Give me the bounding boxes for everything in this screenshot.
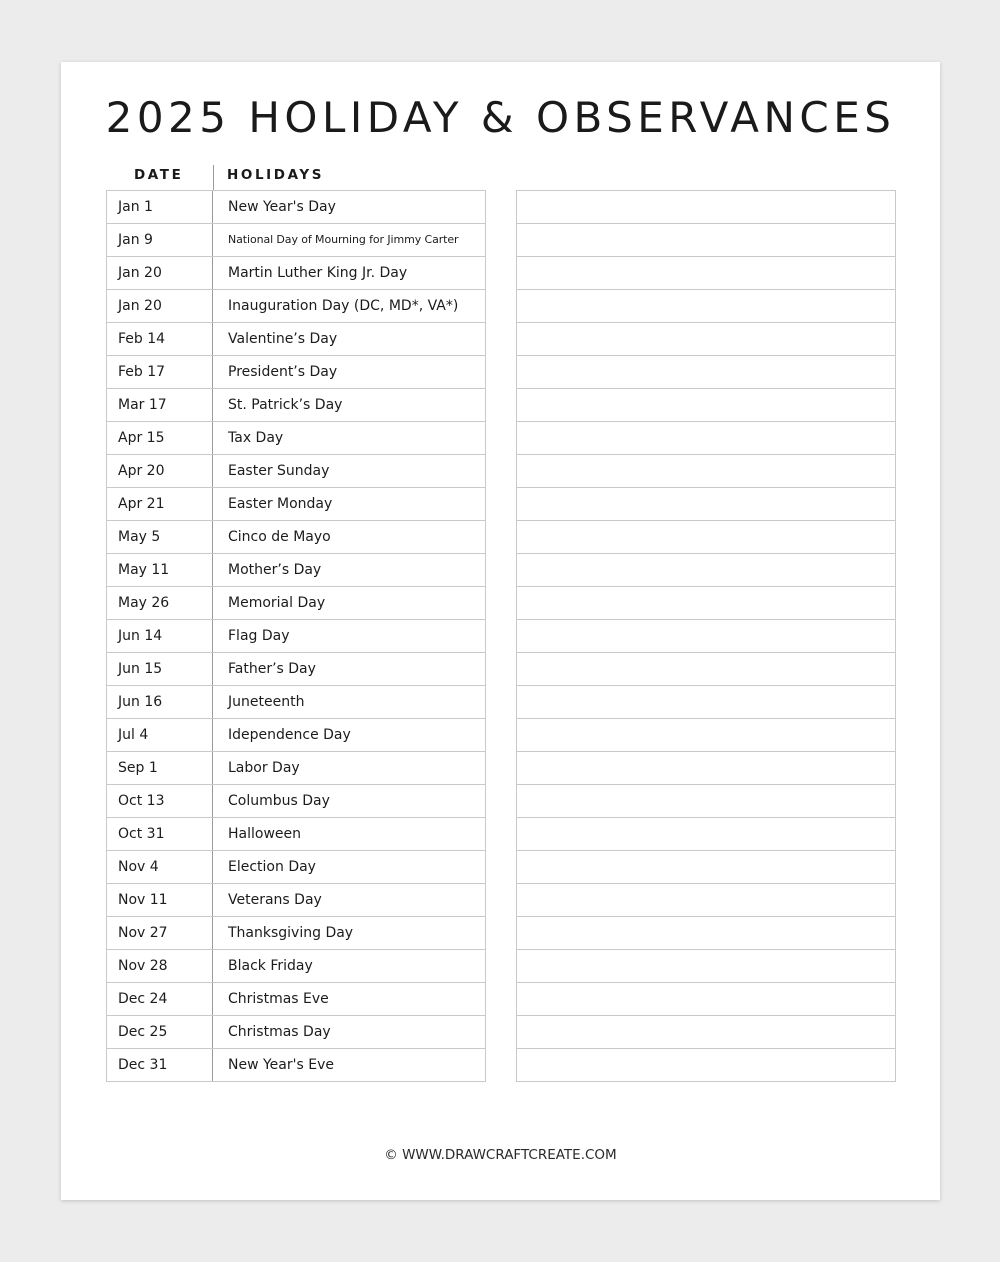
holiday-date: Mar 17 <box>107 389 213 421</box>
holiday-name: Black Friday <box>228 958 313 974</box>
header-divider <box>213 165 214 191</box>
table-row <box>107 356 485 389</box>
note-line <box>517 455 895 488</box>
holiday-date: Jun 15 <box>107 653 213 685</box>
note-line <box>517 752 895 785</box>
note-line <box>517 587 895 620</box>
table-row <box>107 488 485 521</box>
note-line <box>517 1049 895 1082</box>
holiday-name: Cinco de Mayo <box>228 529 331 545</box>
holiday-date: May 11 <box>107 554 213 586</box>
holiday-name: Valentine’s Day <box>228 331 338 347</box>
note-line <box>517 785 895 818</box>
holiday-date: Nov 4 <box>107 851 213 883</box>
holiday-date: Jan 20 <box>107 290 213 322</box>
table-row <box>107 587 485 620</box>
holiday-date: Jan 20 <box>107 257 213 289</box>
note-line <box>517 620 895 653</box>
table-row <box>107 257 485 290</box>
holiday-name: Election Day <box>228 859 316 875</box>
holiday-name: New Year's Day <box>228 199 336 215</box>
holiday-date: Oct 31 <box>107 818 213 850</box>
note-line <box>517 917 895 950</box>
holiday-name: Idependence Day <box>228 727 351 743</box>
table-row <box>107 422 485 455</box>
table-row <box>107 719 485 752</box>
note-line <box>517 323 895 356</box>
note-line <box>517 356 895 389</box>
holiday-name: Christmas Eve <box>228 991 329 1007</box>
holiday-name: Thanksgiving Day <box>228 925 354 941</box>
note-line <box>517 851 895 884</box>
holiday-name: President’s Day <box>228 364 338 380</box>
holiday-name: Mother’s Day <box>228 562 322 578</box>
table-row <box>107 554 485 587</box>
note-line <box>517 191 895 224</box>
table-row <box>107 950 485 983</box>
note-line <box>517 224 895 257</box>
note-line <box>517 488 895 521</box>
holiday-date: May 5 <box>107 521 213 553</box>
table-row <box>107 620 485 653</box>
table-row <box>107 521 485 554</box>
table-row <box>107 785 485 818</box>
note-line <box>517 554 895 587</box>
holiday-name: National Day of Mourning for Jimmy Carter <box>228 233 459 246</box>
table-row <box>107 191 485 224</box>
holiday-date: Jan 9 <box>107 224 213 256</box>
holiday-date: May 26 <box>107 587 213 619</box>
holiday-date: Nov 11 <box>107 884 213 916</box>
holiday-date: Jun 14 <box>107 620 213 652</box>
note-line <box>517 818 895 851</box>
holiday-date: Jan 1 <box>107 191 213 223</box>
table-row <box>107 851 485 884</box>
note-line <box>517 884 895 917</box>
page-title: 2025 HOLIDAY & OBSERVANCES <box>105 93 896 142</box>
table-row <box>107 752 485 785</box>
table-row <box>107 653 485 686</box>
holiday-date: Oct 13 <box>107 785 213 817</box>
table-row <box>107 917 485 950</box>
footer-credit: © WWW.DRAWCRAFTCREATE.COM <box>384 1147 617 1163</box>
note-line <box>517 290 895 323</box>
holiday-name: Easter Monday <box>228 496 333 512</box>
note-line <box>517 422 895 455</box>
note-line <box>517 521 895 554</box>
holiday-date: Apr 21 <box>107 488 213 520</box>
holiday-date: Apr 15 <box>107 422 213 454</box>
holiday-name: Martin Luther King Jr. Day <box>228 265 408 281</box>
holiday-name: Flag Day <box>228 628 290 644</box>
holiday-name: Easter Sunday <box>228 463 330 479</box>
holiday-date: Jun 16 <box>107 686 213 718</box>
holiday-name: Inauguration Day (DC, MD*, VA*) <box>228 298 459 314</box>
table-row <box>107 1016 485 1049</box>
table-row <box>107 818 485 851</box>
holiday-name: Memorial Day <box>228 595 326 611</box>
note-line <box>517 257 895 290</box>
table-row <box>107 323 485 356</box>
holiday-name: Labor Day <box>228 760 300 776</box>
holiday-date: Sep 1 <box>107 752 213 784</box>
note-line <box>517 653 895 686</box>
holiday-name: Columbus Day <box>228 793 330 809</box>
holiday-date: Dec 31 <box>107 1049 213 1081</box>
holiday-date: Apr 20 <box>107 455 213 487</box>
holiday-date: Feb 17 <box>107 356 213 388</box>
date-column-header: DATE <box>134 167 184 183</box>
table-row <box>107 455 485 488</box>
table-row <box>107 686 485 719</box>
table-row <box>107 290 485 323</box>
table-row <box>107 1049 485 1082</box>
holiday-name: Tax Day <box>228 430 284 446</box>
holiday-date: Dec 25 <box>107 1016 213 1048</box>
holiday-name: St. Patrick’s Day <box>228 397 343 413</box>
holiday-name: Father’s Day <box>228 661 316 677</box>
holiday-date: Jul 4 <box>107 719 213 751</box>
note-line <box>517 719 895 752</box>
note-line <box>517 686 895 719</box>
holiday-name: Veterans Day <box>228 892 322 908</box>
notes-lines <box>516 190 896 1082</box>
holidays-column-header: HOLIDAYS <box>227 167 325 183</box>
note-line <box>517 1016 895 1049</box>
note-line <box>517 389 895 422</box>
holiday-table <box>106 190 486 1082</box>
note-line <box>517 983 895 1016</box>
holiday-date: Dec 24 <box>107 983 213 1015</box>
note-line <box>517 950 895 983</box>
holiday-date: Feb 14 <box>107 323 213 355</box>
table-row <box>107 224 485 257</box>
printable-page <box>61 62 940 1200</box>
holiday-date: Nov 28 <box>107 950 213 982</box>
table-row <box>107 983 485 1016</box>
holiday-name: New Year's Eve <box>228 1057 334 1073</box>
holiday-name: Christmas Day <box>228 1024 331 1040</box>
holiday-date: Nov 27 <box>107 917 213 949</box>
table-row <box>107 884 485 917</box>
holiday-name: Juneteenth <box>228 694 305 710</box>
table-row <box>107 389 485 422</box>
holiday-name: Halloween <box>228 826 302 842</box>
